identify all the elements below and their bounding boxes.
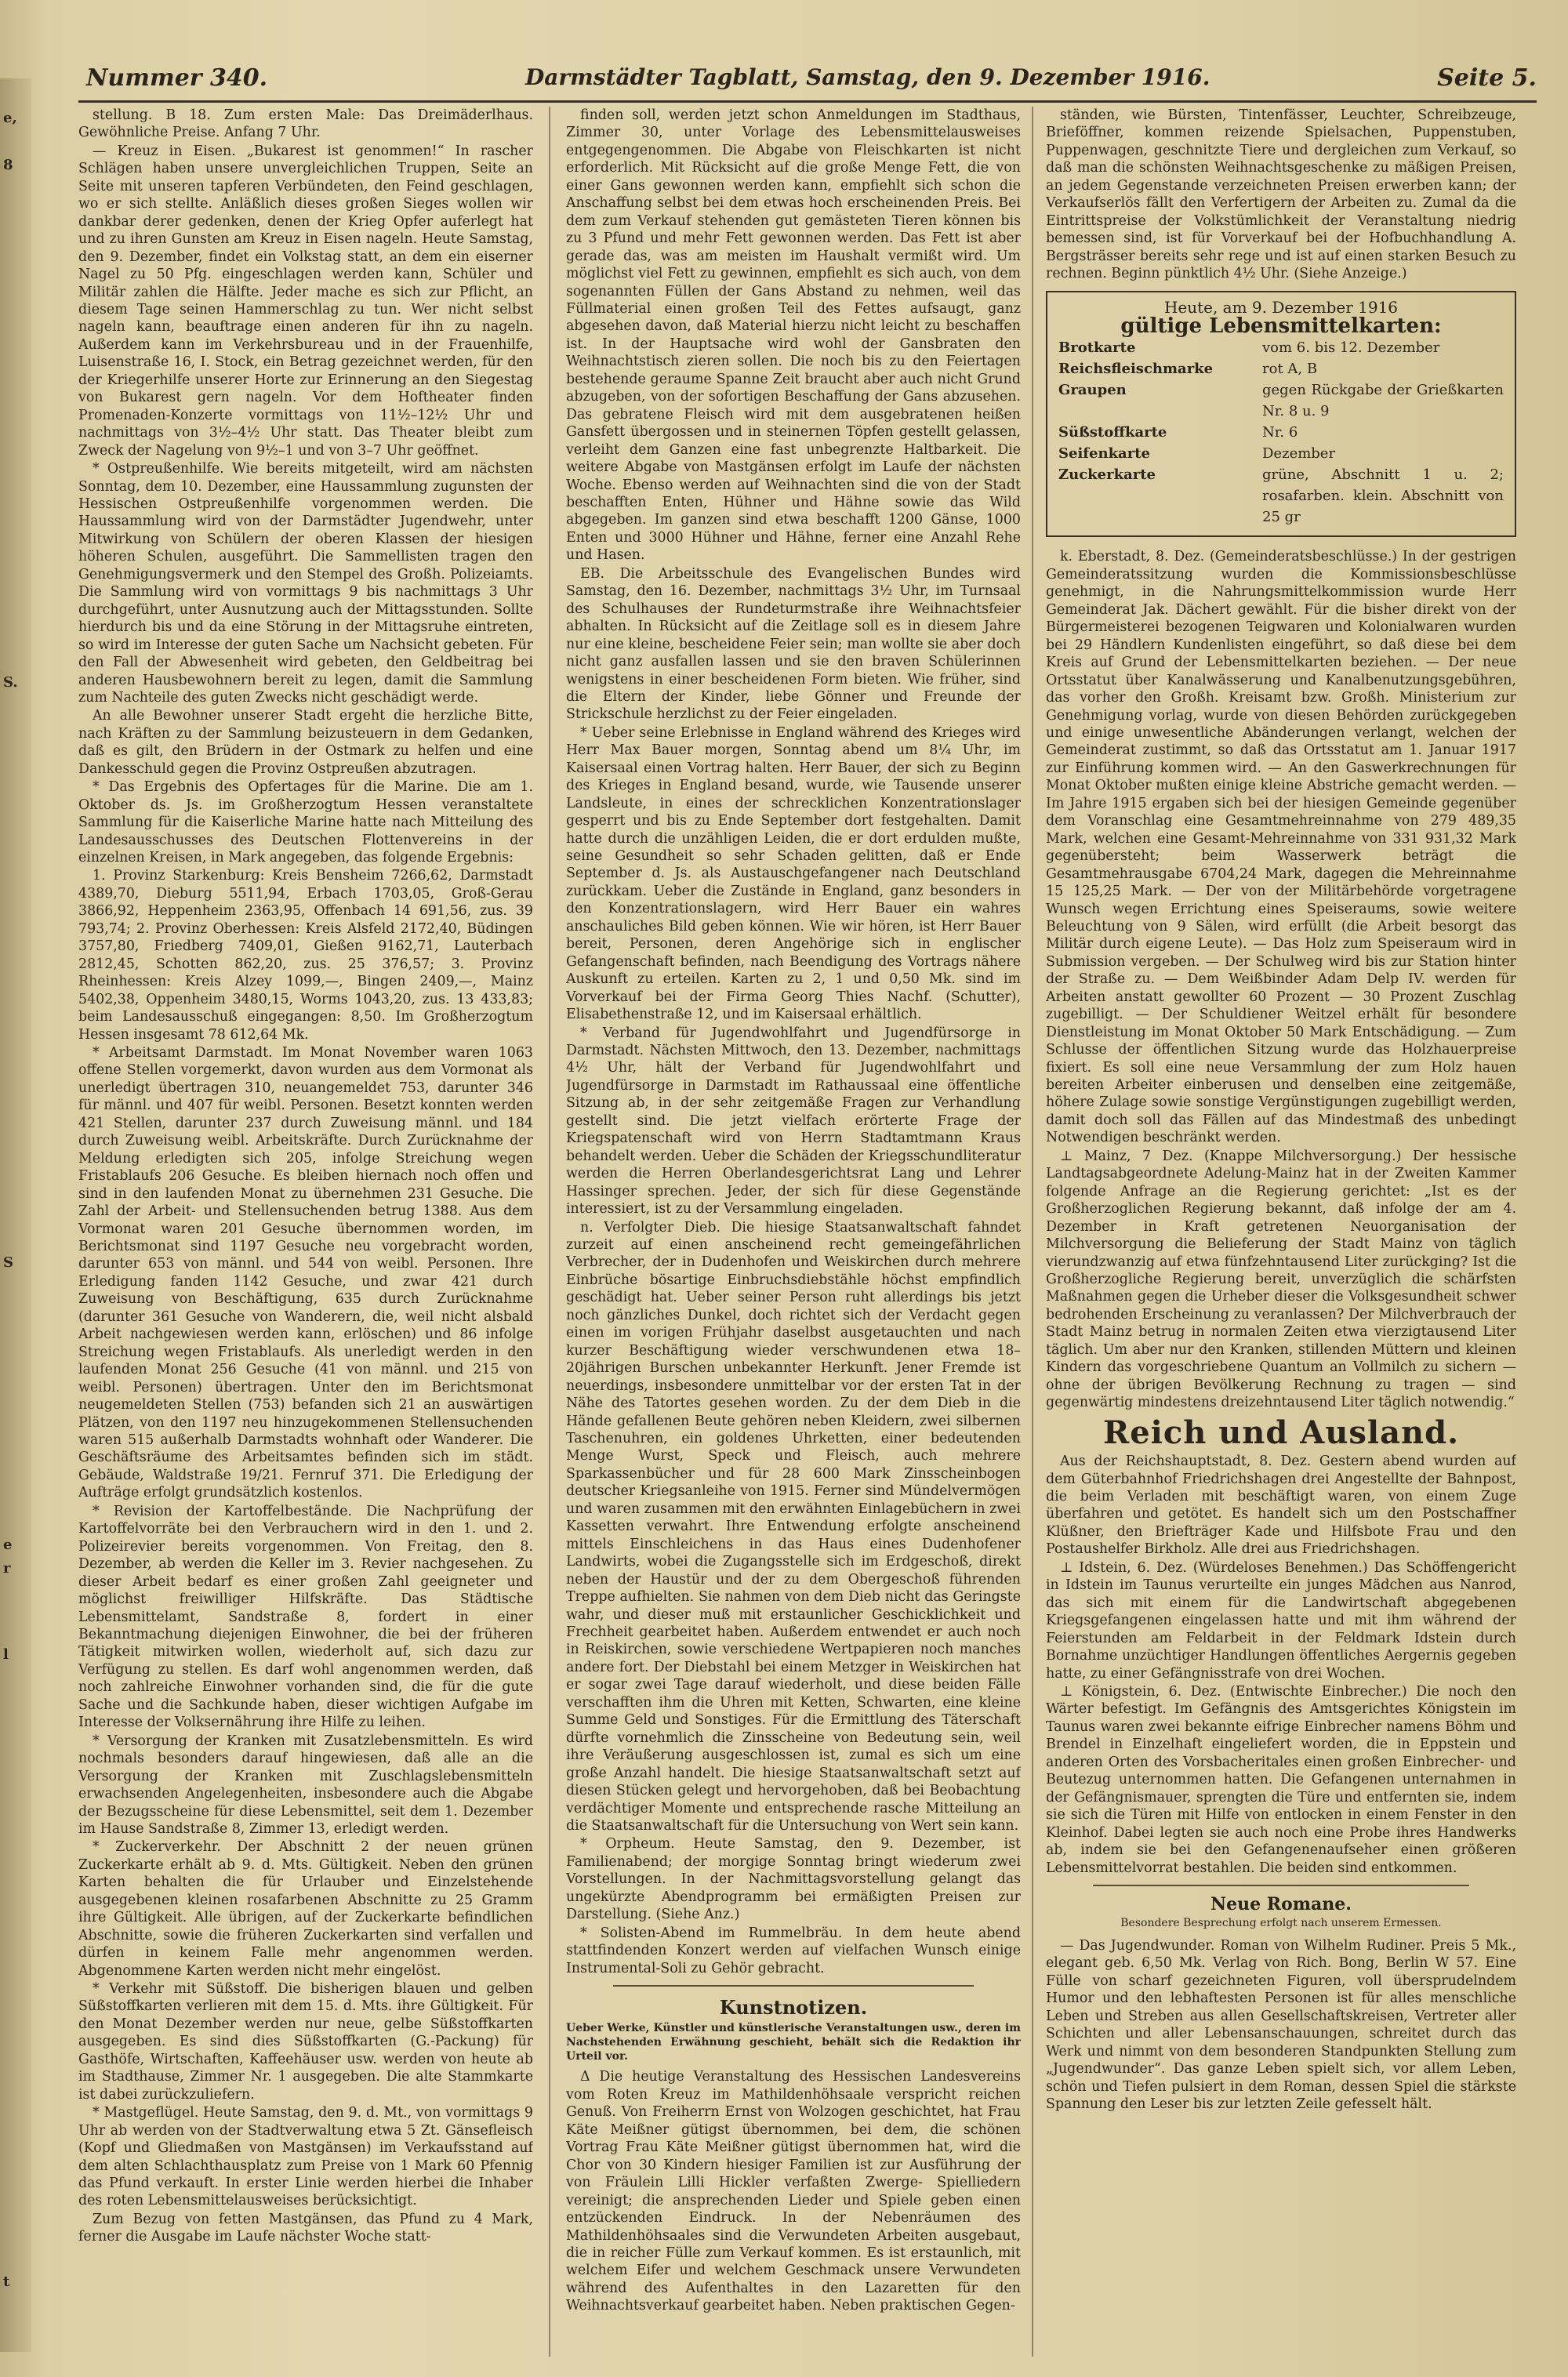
box-date: Heute, am 9. Dezember 1916: [1163, 297, 1399, 317]
ration-label: Graupen: [1058, 382, 1127, 399]
column-divider: [1032, 107, 1033, 2357]
article-paragraph: finden soll, werden jetzt schon Anmeldungen im Stadthaus, Zimmer 30, unter Vorlage des Lebensmittelausweises entgegengenommen. Die Abgabe von Fleischkarten ist nicht erforderlich. Mit Rücksicht auf die große Menge Fett, die von einer Gans gewonnen werden kann, empfiehlt sich schon die Anschaffung selbst bei dem etwas hoch erscheinenden Preis. Bei dem zum Verkauf stehenden gut gemästeten Tieren können bis zu 3 Pfund und mehr Fett gewonnen werden. Das Fett ist aber gerade das, was am meisten im Haushalt vermißt wird. Um möglichst viel Fett zu gewinnen, empfiehlt es sich auch, von dem sogenannten Füllen der Gans Abstand zu nehmen, weil das Füllmaterial einen großen Teil des Fettes aufsaugt, ganz abgesehen davon, daß Material hierzu nicht leicht zu beschaffen ist. In der Hauptsache wird wohl der Gansbraten den Weihnachtstisch zieren sollen. Die noch bis zu den Feiertagen bestehende geraume Spanne Zeit braucht aber auch nicht Grund abzugeben, von der sofortigen Beschaffung der Gans abzusehen. Das gebratene Fleisch wird mit dem ausgebratenen heißen Gansfett übergossen und in steinernen Töpfen gestellt gelassen, verleiht dem Ganzen eine fast unbegrenzte Haltbarkeit. Die weitere Abgabe von Mastgänsen erfolgt im Laufe der nächsten Woche. Ebenso werden auf Weihnachten sind die von der Stadt beschafften Enten, Hühner und Hähne sowie das Wild abgegeben. Im ganzen sind etwa beschafft 1200 Gänse, 1000 Enten und 3000 Hühner und Hähne, ferner eine Anzahl Rehe und Hasen.: [566, 107, 1021, 564]
column-3: [1046, 107, 1516, 2364]
article-paragraph: EB. Die Arbeitsschule des Evangelischen Bundes wird Samstag, den 16. Dezember, nachmittags 3½ Uhr, im Turnsaal des Schulhauses der Rundeturmstraße ihre Weihnachtsfeier abhalten. In Rücksicht auf die Zeitlage soll es in diesem Jahre nur eine kleine, bescheidene Feier sein; man wollte sie aber doch nicht ganz ausfallen lassen und sie den braven Schülerinnen wenigstens in einer bescheidenen Form bieten. Wie früher, sind die Eltern der Kinder, liebe Gönner und Freunde der Strickschule herzlichst zu der Feier eingeladen.: [566, 565, 1021, 723]
margin-fragment: t: [3, 2274, 10, 2290]
ration-value: Nr. 6: [1262, 424, 1298, 441]
article-paragraph: * Ueber seine Erlebnisse in England während des Krieges wird Herr Max Bauer morgen, Sonntag abend um 8¼ Uhr, im Kaisersaal einen Vortrag halten. Herr Bauer, der sich zu Beginn des Krieges in England besand, wurde, wie Tausende unserer Landsleute, in eines der schrecklichen Konzentrationslager gesperrt und bis zu Ende September dort festgehalten. Damit hatte durch die unzähligen Leiden, die er dort erdulden mußte, seine Gesundheit so sehr Schaden gelitten, daß er Ende September d. Js. als Austauschgefangener nach Deutschland zurückkam. Ueber die Zustände in England, ganz besonders in den Konzentrationslagern, wird Herr Bauer ein wahres anschauliches Bild geben können. Wie wir hören, ist Herr Bauer bereit, Personen, deren Angehörige sich in englischer Gefangenschaft befinden, nach Beendigung des Vortrags nähere Auskunft zu erteilen. Karten zu 2, 1 und 0,50 Mk. sind im Vorverkauf bei der Firma Georg Thies Nachf. (Schutter), Elisabethenstraße 12, und im Kaisersaal erhältlich.: [566, 724, 1021, 1023]
article-paragraph: 1. Provinz Starkenburg: Kreis Bensheim 7266,62, Darmstadt 4389,70, Dieburg 5511,94, Erbach 1703,05, Groß-Gerau 3866,92, Heppenheim 2363,95, Offenbach 14 691,56, zus. 39 793,74; 2. Provinz Oberhessen: Kreis Alsfeld 2172,40, Büdingen 3757,80, Friedberg 7409,01, Gießen 9162,71, Lauterbach 2812,45, Schotten 862,20, zus. 25 376,57; 3. Provinz Rheinhessen: Kreis Alzey 1099,—, Bingen 2409,—, Mainz 5402,38, Oppenheim 3480,15, Worms 1043,20, zus. 13 433,83; beim Landesausschuß eingegangen: 8,50. Im Großherzogtum Hessen insgesamt 78 612,64 Mk.: [78, 868, 533, 1043]
margin-fragment: e: [3, 1537, 13, 1553]
ration-label: Zuckerkarte: [1058, 466, 1156, 484]
margin-fragment: l: [3, 1646, 9, 1663]
article-paragraph: * Solisten-Abend im Rummelbräu. In dem heute abend stattfindenden Konzert werden auf vielfachen Wunsch einige Instrumental-Soli zu Gehör gebracht.: [566, 1925, 1021, 1976]
article-paragraph: Zum Bezug von fetten Mastgänsen, das Pfund zu 4 Mark, ferner die Ausgabe im Laufe nächster Woche statt-: [78, 2211, 533, 2245]
article-paragraph: * Revision der Kartoffelbestände. Die Nachprüfung der Kartoffelvorräte bei den Verbrauchern wird in den 1. und 2. Polizeirevier bereits vorgenommen. Von Freitag, den 8. Dezember, ab werden die Keller im 3. Revier nachgesehen. Zu dieser Arbeit bedarf es einer großen Zahl geeigneter und möglichst freiwilliger Hilfskräfte. Das Städtische Lebensmittelamt, Sandstraße 8, fordert in einer Bekanntmachung diejenigen Einwohner, die bei der früheren Tätigkeit mitwirken wollen, wiederholt auf, sich dazu zur Verfügung zu stellen. Es darf wohl angenommen werden, daß noch zahlreiche Einwohner vorhanden sind, die für die gute Sache und die Sachkunde haben, dieser wichtigen Aufgabe im Interesse der Volksernährung ihre Hilfe zu leihen.: [78, 1503, 533, 1731]
margin-fragment: e,: [3, 110, 17, 126]
box-heading: gültige Lebensmittelkarten:: [1120, 314, 1442, 338]
article-paragraph: — Das Jugendwunder. Roman von Wilhelm Rudiner. Preis 5 Mk., elegant geb. 6,50 Mk. Verlag von Rich. Bong, Berlin W 57. Eine Fülle von scharf gezeichneten Figuren, voll übersprudelndem Humor und den lebhaftesten Personen ist für alles menschliche Leben und Streben aus allen Gesellschaftskreisen, Vertreter aller Schichten und aller Lebensanschauungen, schreitet durch das Werk und nimmt von dem besonderen Standpunkten Stellung zum „Jugendwunder“. Das ganze Leben spielt sich, vor allem Leben, schön und Tiefen pulsiert in dem Roman, dessen Spiel die stärkste Spannung den Leser bis zur letzten Zeile gefesselt hält.: [1046, 1937, 1516, 2112]
article-paragraph: * Das Ergebnis des Opfertages für die Marine. Die am 1. Oktober ds. Js. im Großherzogtum Hessen veranstaltete Sammlung für die Kaiserliche Marine hatte nach Mitteilung des Landesausschusses des Deutschen Flottenvereins in der einzelnen Kreisen, in Mark angegeben, das folgende Ergebnis:: [78, 779, 533, 866]
ration-row: [1058, 358, 1504, 379]
article-paragraph: n. Verfolgter Dieb. Die hiesige Staatsanwaltschaft fahndet zurzeit auf einen anscheinend recht gemeingefährlichen Verbrecher, der in Dudenhofen und Weiskirchen durch mehrere Einbrüche bösartige Einbruchsdiebstähle höchst empfindlich geschädigt hat. Ueber seiner Person ruht allerdings bis jetzt noch gänzliches Dunkel, doch richtet sich der Verdacht gegen einen im vorigen Frühjahr daselbst ausgetauchten und nach kurzer Beschäftigung wieder verschwundenen etwa 18–20jährigen Burschen unbekannter Herkunft. Jener Fremde ist neuerdings, insbesondere unmittelbar vor der ersten Tat in der Nähe des Tatortes gesehen worden. Zu der dem Dieb in die Hände gefallenen Beute gehören neben Kleidern, zwei silbernen Taschenuhren, ein goldenes Uhrketten, einer bedeutenden Menge Wurst, Speck und Fleisch, auch mehrere Sparkassenbücher und für 28 600 Mark Zinsscheinbogen deutscher Kriegsanleihe von 1915. Ferner sind Mündelvermögen und waren zusammen mit den erwähnten Einlagebüchern in zwei Kassetten verwahrt. Ihre Entwendung erfolgte anscheinend mittels Einschleichens in das Haus eines Dudenhofener Landwirts, wobei die Zugangsstelle sich im Erdgeschoß, direkt neben der Haustür und der zu dem Obergeschoß führenden Treppe aufhielten. Sie nahmen von dem Dieb nicht das Geringste wahr, und dieser muß mit erstaunlicher Geschicklichkeit und Frechheit gearbeitet haben. Außerdem entwendet er auch noch in Reiskirchen, sowie verschiedene Wertpapieren noch manches andere fort. Der Diebstahl bei einem Metzger in Weiskirchen hat er sogar zwei Tage darauf wiederholt, und diese beiden Fälle verschafften ihm die Uhren mit Ketten, Schwarten, eine kleine Summe Geld und Sonstiges. Für die Ermittlung des Täterschaft dürfte vornehmlich die Zinsscheine von Bedeutung sein, weil ihre Veräußerung ausgeschlossen ist, zumal es sich um eine große Anzahl handelt. Die hiesige Staatsanwaltschaft setzt auf diesen Stücken gelegt und hervorgehoben, daß bei Beobachtung verdächtiger Momente und entsprechende rasche Mitteilung an die Staatsanwaltschaft für die Untersuchung von Wert sein kann.: [566, 1219, 1021, 1834]
ration-label: Süßstoffkarte: [1058, 424, 1167, 441]
ration-label: Seifenkarte: [1058, 445, 1150, 463]
article-paragraph: * Arbeitsamt Darmstadt. Im Monat November waren 1063 offene Stellen vorgemerkt, davon wurden aus dem Vormonat als unerledigt übertragen 310, neuangemeldet 753, darunter 346 für männl. und 407 für weibl. Personen. Besetzt konnten werden 421 Stellen, darunter 237 durch Zuweisung männl. und 184 durch Zuweisung weibl. Arbeitskräfte. Durch Zurücknahme der Meldung erledigten sich 205, infolge Streichung wegen Fristablaufs 206 Gesuche. Es bleiben hiernach noch offen und sind in den laufenden Monat zu übernehmen 231 Gesuche. Die Zahl der Arbeit- und Stellensuchenden betrug 1388. Aus dem Vormonat waren 201 Gesuche übernommen worden, im Berichtsmonat sind 1197 Gesuche neu vorgebracht worden, darunter 653 von männl. und 544 von weibl. Personen. Ihre Erledigung fanden 1142 Gesuche, und zwar 421 durch Zuweisung von Beschäftigung, 635 durch Zurücknahme (darunter 361 Gesuche von Wanderern, die, weil nicht alsbald Arbeit nachgewiesen werden kann, erlöschen) und 86 infolge Streichung wegen Fristablaufs. Als unerledigt werden in den laufenden Monat 256 Gesuche (41 von männl. und 215 von weibl. Personen) übertragen. Unter den im Berichtsmonat neugemeldeten Stellen (753) befanden sich 21 an auswärtigen Plätzen, von den 1197 neu hinzugekommenen Stellensuchenden waren 515 außerhalb Darmstadts wohnhaft oder Wanderer. Die Geschäftsräume des Arbeitsamtes befinden sich im städt. Gebäude, Waldstraße 19/21. Fernruf 371. Die Erledigung der Aufträge erfolgt grundsätzlich kostenlos.: [78, 1045, 533, 1501]
article-paragraph: * Ostpreußenhilfe. Wie bereits mitgeteilt, wird am nächsten Sonntag, dem 10. Dezember, eine Haussammlung zugunsten der Hessischen Ostpreußenhilfe vorgenommen werden. Die Haussammlung wird von der Darmstädter Jugendwehr, unter Mitwirkung von Schülern der oberen Klassen der hiesigen höheren Schulen, ausgeführt. Die Sammellisten tragen den Genehmigungsvermerk und den Stempel des Großh. Polizeiamts. Die Sammlung wird von vormittags 9 bis nachmittags 3 Uhr durchgeführt, unter Ausnutzung auch der Mittagsstunden. Sollte hierdurch bis und da eine Störung in der Mittagsruhe eintreten, so wird im Interesse der guten Sache um Nachsicht gebeten. Für den Fall der Abwesenheit wird gebeten, den Geldbeitrag bei anderen Hausbewohnern bereit zu legen, damit die Sammlung zum Nachteile des guten Zwecks nicht geschädigt werde.: [78, 461, 533, 706]
article-paragraph: Δ Die heutige Veranstaltung des Hessischen Landesvereins vom Roten Kreuz im Mathildenhöhsaale verspricht reichen Genuß. Von Freiherrn Ernst von Wolzogen geschichtet, hat Frau Käte Meißner gütigst übernommen, bei dem, die schönen Vortrag Frau Käte Meißner gütigst übernommen hat, wird die Chor von 30 Kindern hiesiger Familien ist zur Ausführung der von Fräulein Lilli Hickler verfaßten Zwerge- Spielliedern vereinigt; die ansprechenden Lieder und Spiele geben einen entzückenden Eindruck. In der Nebenräumen des Mathildenhöhsaales sind die Verwundeten Arbeiten ausgebaut, die in reicher Fülle zum Verkauf kommen. Es ist erstaunlich, mit welchem Eifer und welchem Geschmack unsere Verwundeten während des Aufenthaltes in den Lazaretten für den Weihnachtsverkauf gearbeitet haben. Neben praktischen Gegen-: [566, 2069, 1021, 2314]
ration-row: [1058, 422, 1504, 443]
romane-subnote: Besondere Besprechung erfolgt nach unserem Ermessen.: [1120, 1917, 1442, 1930]
ration-row: [1058, 337, 1504, 358]
ration-value: Dezember: [1262, 445, 1336, 463]
article-paragraph: ⊥ Mainz, 7 Dez. (Knappe Milchversorgung.) Der hessische Landtagsabgeordnete Adelung-Mainz hat in der Zweiten Kammer folgende Anfrage an die Regierung gerichtet: „Ist es der Großherzoglichen Regierung bekannt, daß infolge der am 4. Dezember in Kraft getretenen Neuorganisation der Milchversorgung die Belieferung der Stadt Mainz von täglich vierundzwanzig auf etwa fünfzehntausend Liter zurückging? Ist die Großherzogliche Regierung bereit, unverzüglich die schärfsten Maßnahmen gegen die Urheber dieser die Volksgesundheit schwer bedrohenden Erscheinung zu veranlassen? Der Milchverbrauch der Stadt Mainz betrug in normalen Zeiten etwa vierzigtausend Liter täglich. Um aber nur den Kranken, stillenden Müttern und kleinen Kindern das vorgeschriebene Quantum an Vollmilch zu sichern — ohne der übrigen Bevölkerung Rechnung zu tragen — sind gegenwärtig mindestens dreizehntausend Liter täglich notwendig.“: [1046, 1148, 1516, 1411]
ration-row: [1058, 443, 1504, 464]
section-separator: [613, 1985, 974, 1987]
article-paragraph: * Mastgeflügel. Heute Samstag, den 9. d. Mt., von vormittags 9 Uhr ab werden von der Stadtverwaltung etwa 5 Zt. Gänsefleisch (Kopf und Gliedmaßen von Mastgänsen) im Verkaufsstand auf dem alten Schlachthausplatz zum Preise von 1 Mark 60 Pfennig das Pfund verkauft. In erster Linie werden hierbei die Inhaber des roten Lebensmittelausweises berücksichtigt.: [78, 2105, 533, 2209]
margin-fragment: r: [3, 1560, 11, 1577]
ration-label: Brotkarte: [1058, 339, 1136, 357]
article-paragraph: ⊥ Königstein, 6. Dez. (Entwischte Einbrecher.) Die noch den Wärter befestigt. Im Gefängnis des Amtsgerichtes Königstein im Taunus waren zwei bekannte eifrige Einbrecher namens Böhm und Brendel in Einzelhaft eingeliefert worden, die in Eppstein und anderen Orten des Vorsbacheritales einen großen Einbrecher- und Beutezug unternommen hatten. Die Gefangenen unternahmen in der Gefängnismauer, sprengten die Türe und entfernten sie, indem sie sich die Türen mit Hilfe von entlocken in einem Fenster in den Kleinhof. Dabei legten sie auch noch eine Probe ihres Handwerks ab, indem sie bei den Gefangenenaufseher einen größeren Lebensmittelvorrat bestahlen. Die beiden sind entkommen.: [1046, 1683, 1516, 1876]
article-paragraph: * Zuckerverkehr. Der Abschnitt 2 der neuen grünen Zuckerkarte erhält ab 9. d. Mts. Gültigkeit. Neben den grünen Karten behalten die für Urlauber und Einzelstehende ausgegebenen kleinen rosafarbenen Abschnitte zu 25 Gramm ihre Gültigkeit. Alle übrigen, auf der Zuckerkarte befindlichen Abschnitte, sowie die früheren Zuckerkarten sind verfallen und dürfen in keinem Falle mehr angenommen werden. Abgenommene Karten werden nicht mehr eingelöst.: [78, 1839, 533, 1979]
article-paragraph: stellung. B 18. Zum ersten Male: Das Dreimäderlhaus. Gewöhnliche Preise. Anfang 7 Uhr.: [78, 107, 533, 141]
column-1: [78, 107, 533, 2364]
ration-cards-box: [1046, 291, 1516, 538]
page-number: Seite 5.: [1437, 64, 1537, 92]
article-paragraph: * Verband für Jugendwohlfahrt und Jugendfürsorge in Darmstadt. Nächsten Mittwoch, den 13. Dezember, nachmittags 4½ Uhr, hält der Verband für Jugendwohlfahrt und Jugendfürsorge in Darmstadt im Rathaussaal eine öffentliche Sitzung ab, in der sehr zeitgemäße Fragen zur Verhandlung gestellt sind. Die jetzt vielfach erörterte Frage der Kriegspatenschaft wird von Herrn Stadtamtmann Kraus behandelt werden. Ueber die Schäden der Kriegsschundliteratur werden die Herren Oberlandesgerichtsrat Lang und Lehrer Hassinger sprechen. Jeder, der sich für diese Gegenstände interessiert, ist zu der Versammlung eingeladen.: [566, 1025, 1021, 1218]
column-2: [566, 107, 1021, 2364]
article-paragraph: An alle Bewohner unserer Stadt ergeht die herzliche Bitte, nach Kräften zu der Sammlung beizusteuern in dem Gedanken, daß es gilt, den Brüdern in der Ostmark zu helfen und eine Dankesschuld gegen die Provinz Ostpreußen abzutragen.: [78, 708, 533, 777]
article-paragraph: — Kreuz in Eisen. „Bukarest ist genommen!“ In rascher Schlägen haben unsere unvergleichlichen Truppen, Seite an Seite mit unseren tapferen Verbündeten, den Feind geschlagen, wo er sich stellte. Anläßlich dieses großen Sieges wollen wir dankbar derer gedenken, denen der Krieg Opfer auferlegt hat und zu ihren Gunsten am Kreuz in Eisen nageln. Heute Samstag, den 9. Dezember, findet ein Volkstag statt, an dem ein eiserner Nagel zu 50 Pfg. eingeschlagen werden kann, Schüler und Militär zahlen die Hälfte. Jeder mache es sich zur Pflicht, an diesem Tage seinen Hammerschlag zu tun. Wer nicht selbst nageln kann, beauftrage einen anderen für ihn zu nageln. Außerdem kann im Verkehrsbureau und in der Frauenhilfe, Luisenstraße 16, I. Stock, ein Betrag gezeichnet werden, für den der Kriegerhilfe unserer Horte zur Erinnerung an den Siegestag von Bukarest gern nageln. Vor dem Hoftheater finden Promenaden-Konzerte vormittags von 11½–12½ Uhr und nachmittags von 3½–4½ Uhr statt. Das Theater bleibt zum Zweck der Nagelung von 9½–1 und von 3–7 Uhr geöffnet.: [78, 143, 533, 459]
ration-row: [1058, 464, 1504, 528]
margin-fragment: S: [3, 1254, 13, 1271]
masthead-line: Darmstädter Tagblatt, Samstag, den 9. Dezember 1916.: [525, 64, 1210, 90]
ration-value: gegen Rückgabe der Grießkarten Nr. 8 u. 9: [1262, 382, 1504, 420]
header-rule: [78, 100, 1537, 103]
margin-fragment: S.: [3, 674, 18, 691]
ration-value: rot A, B: [1262, 361, 1318, 378]
ration-row: [1058, 379, 1504, 422]
ration-value: vom 6. bis 12. Dezember: [1262, 339, 1440, 357]
article-paragraph: Aus der Reichshauptstadt, 8. Dez. Gestern abend wurden auf dem Güterbahnhof Friedrichshagen drei Angestellte der Bahnpost, die beim Verladen mit beschäftigt waren, von einem Zuge überfahren und getötet. Es handelt sich um den Postschaffner Klüßner, den Briefträger Kade und Hilfsbote Frau und den Postaushelfer Birkholz. Alle drei aus Friedrichshagen.: [1046, 1453, 1516, 1558]
ration-value: grüne, Abschnitt 1 u. 2; rosafarben. klein. Abschnitt von 25 gr: [1262, 466, 1504, 526]
article-paragraph: * Versorgung der Kranken mit Zusatzlebensmitteln. Es wird nochmals besonders darauf hingewiesen, daß alle an die Versorgung der Kranken mit Zuschlagslebensmitteln erwachsenden Angelegenheiten, insbesondere auch die Abgabe der Bezugsscheine für diese Lebensmittel, seit dem 1. Dezember im Hause Sandstraße 8, Zimmer 13, erledigt werden.: [78, 1733, 533, 1837]
ration-label: Reichsfleischmarke: [1058, 361, 1214, 378]
page-header: [47, 64, 1537, 103]
kunstnotizen-heading: Kunstnotizen.: [719, 1996, 868, 2020]
article-paragraph: * Orpheum. Heute Samstag, den 9. Dezember, ist Familienabend; der morgige Sonntag bringt wiederum zwei Vorstellungen. In der Nachmittagsvorstellung gelangt das ungekürzte Abendprogramm bei ermäßigten Preisen zur Darstellung. (Siehe Anz.): [566, 1836, 1021, 1923]
section-separator: [1093, 1885, 1469, 1886]
issue-number: Nummer 340.: [86, 64, 268, 92]
margin-fragment: 8: [3, 157, 13, 173]
adjacent-page-edge: [0, 78, 31, 2352]
article-paragraph: ständen, wie Bürsten, Tintenfässer, Leuchter, Schreibzeuge, Brieföffner, kommen reizende Spielsachen, Puppenstuben, Puppenwagen, geschnitzte Tiere und dergleichen zum Verkauf, so daß man die schönsten Weihnachtsgeschenke zu mäßigen Preisen, an jedem Gegenstande verzeichneten Preisen erwerben kann; der Verkaufserlös fällt den Verfertigern der Arbeiten zu. Zumal da die Eintrittspreise der Volkstümlichkeit der Veranstaltung niedrig bemessen sind, ist für Vorverkauf bei der Hofbuchhandlung A. Bergsträsser bereits sehr rege und ist auf einen starken Besuch zu rechnen. Beginn pünktlich 4½ Uhr. (Siehe Anzeige.): [1046, 107, 1516, 282]
editorial-note: Ueber Werke, Künstler und künstlerische Veranstaltungen usw., deren im Nachstehenden Erwähnung geschieht, behält sich die Redaktion ihr Urteil vor.: [566, 2022, 1021, 2063]
article-paragraph: ⊥ Idstein, 6. Dez. (Würdeloses Benehmen.) Das Schöffengericht in Idstein im Taunus verurteilte ein junges Mädchen aus Nanrod, das sich mit einem für die Landwirtschaft abgegebenen Kriegsgefangenen eingelassen hatte und mit ihm während der Feierstunden am Feldarbeit in der Feldmark Idstein durch Bornahme unzüchtiger Handlungen öffentliches Aergernis gegeben hatte, zu einer Gefängnisstrafe von drei Wochen.: [1046, 1559, 1516, 1682]
neue-romane-heading: Neue Romane.: [1210, 1893, 1352, 1914]
article-paragraph: k. Eberstadt, 8. Dez. (Gemeinderatsbeschlüsse.) In der gestrigen Gemeinderatssitzung wurden die Kommissionsbeschlüsse genehmigt, in die Nahrungsmittelkommission wurde Herr Gemeinderat Jak. Dächert gewählt. Für die bisher direkt von der Bürgermeisterei bezogenen Teigwaren und Kolonialwaren wurden bei 29 Händlern Kundenlisten eingeführt, so daß diese bei dem Kreis auf Grund der Lebensmittelkarten beziehen. — Der neue Ortsstatut über Kanalwässerung und Kanalbenutzungsgebühren, das vorher den Großh. Kreisamt bzw. Großh. Ministerium zur Genehmigung vorlag, wurde von diesen Behörden zurückgegeben und einige unwesentliche Abänderungen verlangt, welchen der Gemeinderat zustimmt, so daß das Ortsstatut am 1. Januar 1917 zur Einführung kommen wird. — An den Gaswerkrechnungen für Monat Oktober mußten einige kleine Abstriche gemacht werden. — Im Jahre 1915 ergaben sich bei der hiesigen Gemeinde gegenüber dem Voranschlag eine Gesamtmehreinnahme von 279 489,35 Mark, welchen eine Gesamt-Mehreinnahme von 331 931,32 Mark gegenübersteht; beim Wasserwerk beträgt die Gesamtmehrausgabe 6704,24 Mark, dagegen die Mehreinnahme 15 125,25 Mark. — Der von der Militärbehörde vorgetragene Wunsch wegen Errichtung eines Speiseraums, sowie weitere Beleuchtung von 9 Sälen, wird erfüllt (die Arbeit besorgt das Militär durch eigene Leute). — Das Holz zum Speiseraum wird in Submission vergeben. — Der Schulweg wird bis zur Station hinter der Straße zu. — Dem Weißbinder Adam Delp IV. werden für Arbeiten anstatt gewollter 60 Prozent — 30 Prozent Zuschlag zugebilligt. — Der Schuldiener Weitzel erhält für besondere Dienstleistung im Monat Oktober 50 Mark Entschädigung. — Zum Schlusse der öffentlichen Sitzung wurde das Holzhauerpreise fixiert. Es soll eine neue Versammlung der zum Holz hauen bereiten Arbeiter einberusen und denselben eine zeitgemäße, höhere Zulage sowie sonstige Vergünstigungen zugebilligt werden, damit doch soll das Fällen auf das Mindestmaß des unbedingt Notwendigen beschränkt werden.: [1046, 549, 1516, 1146]
article-paragraph: * Verkehr mit Süßstoff. Die bisherigen blauen und gelben Süßstoffkarten verlieren mit dem 15. d. Mts. ihre Gültigkeit. Für den Monat Dezember werden nur neue, gelbe Süßstoffkarten ausgegeben. Es sind dies Süßstoffkarten (G.-Packung) für Gasthöfe, Wirtschaften, Kaffeehäuser usw. werden von heute ab im Stadthause, Zimmer Nr. 1 ausgegeben. Die alte Stammkarte ist dabei zurückzuliefern.: [78, 1981, 533, 2103]
reich-und-ausland-heading: Reich und Ausland.: [1102, 1413, 1460, 1451]
column-divider: [549, 107, 550, 2357]
